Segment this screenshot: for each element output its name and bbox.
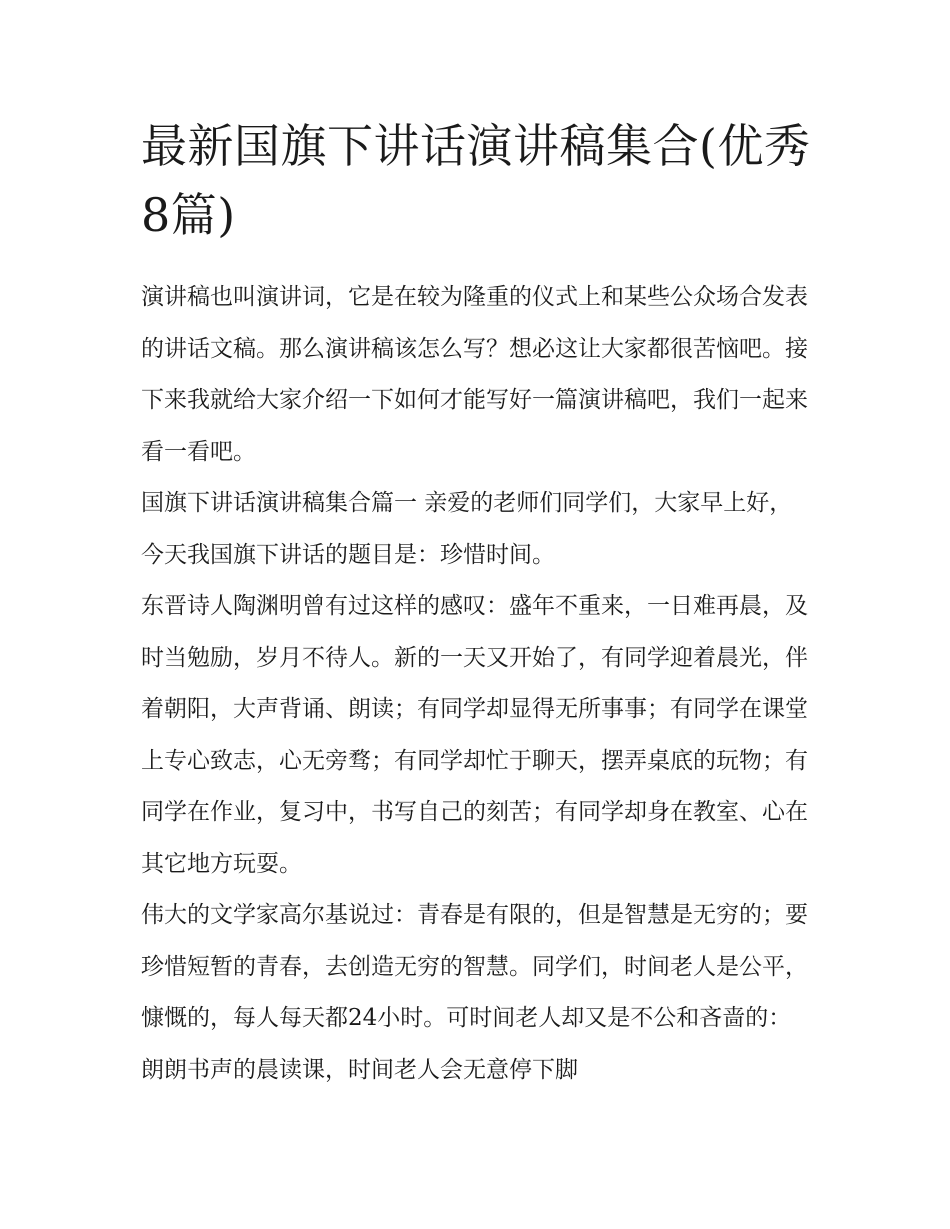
paragraph-tao-yuanming: 东晋诗人陶渊明曾有过这样的感叹：盛年不重来，一日难再晨，及时当勉励，岁月不待人。新的一天又开始了，有同学迎着晨光，伴着朝阳，大声背诵、朗读；有同学却显得无所事事；有同学在课堂上专心致志，心无旁骛；有同学却忙于聊天，摆弄桌底的玩物；有同学在作业，复习中，书写自己的刻苦；有同学却身在教室、心在其它地方玩耍。 [141, 593, 808, 877]
paragraph-intro: 演讲稿也叫演讲词，它是在较为隆重的仪式上和某些公众场合发表的讲话文稿。那么演讲稿该怎么写？想必这让大家都很苦恼吧。接下来我就给大家介绍一下如何才能写好一篇演讲稿吧，我们一起来看一看吧。 [141, 284, 808, 465]
document-title: 最新国旗下讲话演讲稿集合(优秀8篇) [141, 119, 811, 242]
document-body [141, 112, 813, 1096]
paragraph-gorky: 伟大的文学家高尔基说过：青春是有限的，但是智慧是无穷的；要珍惜短暂的青春，去创造无穷的智慧。同学们，时间老人是公平，慷慨的，每人每天都24小时。可时间老人却又是不公和吝啬的：朗朗书声的晨读课，时间老人会无意停下脚 [141, 902, 808, 1083]
paragraph-speech-opening: 国旗下讲话演讲稿集合篇一 亲爱的老师们同学们，大家早上好，今天我国旗下讲话的题目是：珍惜时间。 [141, 490, 793, 568]
